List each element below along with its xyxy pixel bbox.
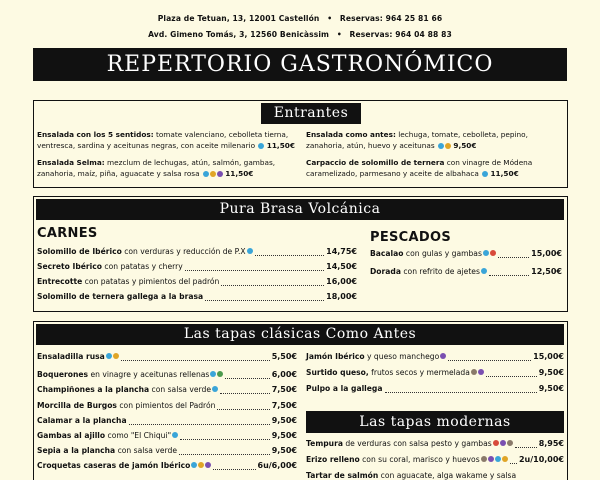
- subheading-carnes: CARNES: [37, 226, 98, 241]
- item-price: 2u/10,00€: [518, 455, 564, 464]
- item-name: Ensalada con los 5 sentidos:: [37, 130, 154, 139]
- item-price: 14,75€: [326, 247, 357, 256]
- allergen-icon: [495, 456, 501, 462]
- item-price: 6,00€: [271, 370, 297, 379]
- menu-item-secreto-iberico: [37, 262, 357, 274]
- allergen-icon: [445, 143, 451, 149]
- address-castellon: Plaza de Tetuan, 13, 12001 Castellón: [157, 14, 320, 23]
- item-desc: con pimientos del Padrón: [116, 401, 216, 410]
- dot-leader: [448, 355, 531, 361]
- menu-item-morcilla: [37, 401, 297, 413]
- section-title-tapas: Las tapas clásicas Como Antes: [36, 324, 564, 345]
- dot-leader: [385, 387, 537, 393]
- menu-item-tartar-salmon: [306, 471, 564, 480]
- address-line-castellon: [0, 14, 600, 23]
- item-desc: frutos secos y mermelada: [368, 368, 470, 377]
- dot-leader: [486, 371, 537, 377]
- item-name: Secreto Ibérico: [37, 262, 102, 271]
- item-name: Calamar a la plancha: [37, 416, 127, 425]
- item-price: 11,50€: [490, 168, 519, 178]
- dot-leader: [515, 442, 537, 448]
- menu-item-jamon-iberico: [306, 352, 564, 364]
- dot-leader: [498, 252, 529, 258]
- menu-item-ensalada-como-antes: [306, 130, 564, 151]
- item-desc: con su coral, marisco y huevos: [359, 455, 480, 464]
- allergen-icon: [440, 353, 446, 359]
- menu-item-champinones: [37, 385, 297, 397]
- item-desc: con vinagre de Módena caramelizado, parmesano y aceite de albahaca: [306, 158, 533, 178]
- menu-item-erizo: [306, 455, 564, 467]
- item-desc: tomate valenciano, cebolleta tierna, ventresca, sardina y aceitunas negras, con aceite milenario: [37, 130, 289, 150]
- menu-item-surtido-queso: [306, 368, 564, 380]
- allergen-icon: [113, 353, 119, 359]
- allergen-icon: [493, 440, 499, 446]
- item-price: 9,50€: [453, 140, 477, 150]
- item-price: 9,50€: [271, 416, 297, 425]
- dot-leader: [217, 404, 269, 410]
- dot-leader: [221, 280, 324, 286]
- item-name: Ensalada como antes:: [306, 130, 396, 139]
- section-tapas-clasicas: [33, 321, 568, 480]
- item-desc: con refrito de ajetes: [400, 267, 480, 276]
- item-desc: con salsa verde: [115, 446, 178, 455]
- item-price: 14,50€: [326, 262, 357, 271]
- phone-castellon: Reservas: 964 25 81 66: [339, 14, 443, 23]
- menu-item-ensaladilla: [37, 352, 297, 364]
- item-price: 9,50€: [538, 384, 564, 393]
- allergen-icon: [471, 369, 477, 375]
- allergen-icon: [258, 143, 264, 149]
- dot-leader: [180, 434, 270, 440]
- page-title: REPERTORIO GASTRONÓMICO: [33, 48, 567, 81]
- item-name: Surtido queso,: [306, 368, 369, 377]
- dot-leader: [489, 270, 529, 276]
- item-name: Erizo relleno: [306, 455, 360, 464]
- menu-item-solomillo-ternera: [37, 292, 357, 304]
- item-name: Croquetas caseras de jamón Ibérico: [37, 461, 191, 470]
- menu-item-bacalao: [370, 249, 562, 261]
- allergen-icon: [203, 171, 209, 177]
- menu-item-gambas-ajillo: [37, 431, 297, 443]
- address-line-benicassim: [0, 30, 600, 39]
- phone-benicassim: Reservas: 964 04 88 83: [349, 30, 452, 39]
- menu-item-sepia: [37, 446, 297, 458]
- item-price: 15,00€: [531, 249, 562, 258]
- item-desc: en vinagre y aceitunas rellenas: [88, 370, 210, 379]
- item-name: Morcilla de Burgos: [37, 401, 117, 410]
- menu-item-carpaccio: [306, 158, 564, 179]
- item-price: 7,50€: [271, 401, 297, 410]
- subheading-pescados: PESCADOS: [370, 230, 451, 245]
- item-price: 5,50€: [271, 352, 297, 361]
- allergen-icon: [217, 171, 223, 177]
- menu-item-ensalada-selma: [37, 158, 299, 179]
- dot-leader: [213, 464, 255, 470]
- item-name: Boquerones: [37, 370, 89, 379]
- dot-leader: [220, 388, 270, 394]
- menu-item-pulpo: [306, 384, 564, 396]
- section-title-tapas-modernas: Las tapas modernas: [306, 411, 564, 433]
- item-desc: como "El Chiqui": [105, 431, 172, 440]
- item-desc: con verduras y reducción de P.X: [121, 247, 246, 256]
- item-name: Dorada: [370, 267, 401, 276]
- allergen-icon: [210, 371, 216, 377]
- menu-item-entrecotte: [37, 277, 357, 289]
- item-desc: y queso manchego: [364, 352, 440, 361]
- item-price: 7,50€: [271, 385, 297, 394]
- item-name: Ensalada Selma:: [37, 158, 105, 167]
- item-desc: con patatas y pimientos del padrón: [82, 277, 220, 286]
- allergen-icon: [210, 171, 216, 177]
- allergen-icon: [247, 248, 253, 254]
- item-desc: con patatas y cherry: [102, 262, 183, 271]
- allergen-icon: [481, 456, 487, 462]
- item-name: Solomillo de Ibérico: [37, 247, 122, 256]
- dot-leader: [179, 449, 270, 455]
- menu-item-boquerones: [37, 370, 297, 382]
- menu-item-croquetas: [37, 461, 297, 473]
- allergen-icon: [490, 250, 496, 256]
- item-name: Entrecotte: [37, 277, 83, 286]
- allergen-icon: [198, 462, 204, 468]
- dot-leader: [225, 373, 269, 379]
- allergen-icon: [483, 250, 489, 256]
- menu-item-tempura: [306, 439, 564, 451]
- allergen-icon: [212, 386, 218, 392]
- item-name: Jamón Ibérico: [306, 352, 365, 361]
- allergen-icon: [507, 440, 513, 446]
- item-price: 8,95€: [538, 439, 564, 448]
- dot-leader: [121, 355, 270, 361]
- item-desc: con aguacate, alga wakame y salsa: [378, 471, 517, 480]
- item-price: 11,50€: [266, 140, 295, 150]
- menu-item-dorada: [370, 267, 562, 279]
- allergen-icon: [217, 371, 223, 377]
- dot-leader: [185, 265, 324, 271]
- bullet-separator: •: [327, 14, 333, 23]
- item-name: Champiñones a la plancha: [37, 385, 150, 394]
- allergen-icon: [502, 456, 508, 462]
- allergen-icon: [481, 268, 487, 274]
- item-price: 18,00€: [326, 292, 357, 301]
- item-desc: lechuga, tomate, cebolleta, pepino, zanahoria, atún, huevo y aceitunas: [306, 130, 528, 150]
- item-price: 9,50€: [271, 431, 297, 440]
- item-name: Bacalao: [370, 249, 404, 258]
- item-price: 9,50€: [271, 446, 297, 455]
- menu-item-ensalada-5-sentidos: [37, 130, 299, 151]
- item-price: 16,00€: [326, 277, 357, 286]
- dot-leader: [205, 295, 324, 301]
- dot-leader: [255, 250, 325, 256]
- allergen-icon: [438, 143, 444, 149]
- item-price: 9,50€: [538, 368, 564, 377]
- dot-leader: [129, 419, 270, 425]
- item-name: Tartar de salmón: [306, 471, 379, 480]
- dot-leader: [510, 458, 517, 464]
- bullet-separator: •: [336, 30, 342, 39]
- item-price: 12,50€: [531, 267, 562, 276]
- allergen-icon: [106, 353, 112, 359]
- item-name: Ensaladilla rusa: [37, 352, 105, 361]
- allergen-icon: [478, 369, 484, 375]
- item-price: 11,50€: [225, 168, 254, 178]
- allergen-icon: [172, 432, 178, 438]
- item-desc: mezclum de lechugas, atún, salmón, gambas, zanahoria, maíz, piña, aguacate y salsa rosa: [37, 158, 276, 178]
- item-name: Tempura: [306, 439, 343, 448]
- item-price: 6u/6,00€: [257, 461, 297, 470]
- allergen-icon: [482, 171, 488, 177]
- address-benicassim: Avd. Gimeno Tomás, 3, 12560 Benicàssim: [148, 30, 330, 39]
- allergen-icon: [500, 440, 506, 446]
- item-name: Carpaccio de solomillo de ternera: [306, 158, 445, 167]
- menu-item-solomillo-iberico: [37, 247, 357, 259]
- section-title-brasa: Pura Brasa Volcánica: [36, 199, 564, 220]
- item-name: Gambas al ajillo: [37, 431, 106, 440]
- allergen-icon: [205, 462, 211, 468]
- item-name: Solomillo de ternera gallega a la brasa: [37, 292, 204, 301]
- section-title-entrantes: Entrantes: [261, 103, 361, 124]
- item-price: 15,00€: [533, 352, 564, 361]
- item-name: Pulpo a la gallega: [306, 384, 383, 393]
- item-desc: con gulas y gambas: [403, 249, 482, 258]
- item-name: Sepia a la plancha: [37, 446, 116, 455]
- menu-item-calamar: [37, 416, 297, 428]
- section-entrantes: [33, 100, 568, 188]
- allergen-icon: [191, 462, 197, 468]
- section-pura-brasa: [33, 196, 568, 312]
- item-desc: con salsa verde: [149, 385, 211, 394]
- item-desc: de verduras con salsa pesto y gambas: [342, 439, 492, 448]
- allergen-icon: [488, 456, 494, 462]
